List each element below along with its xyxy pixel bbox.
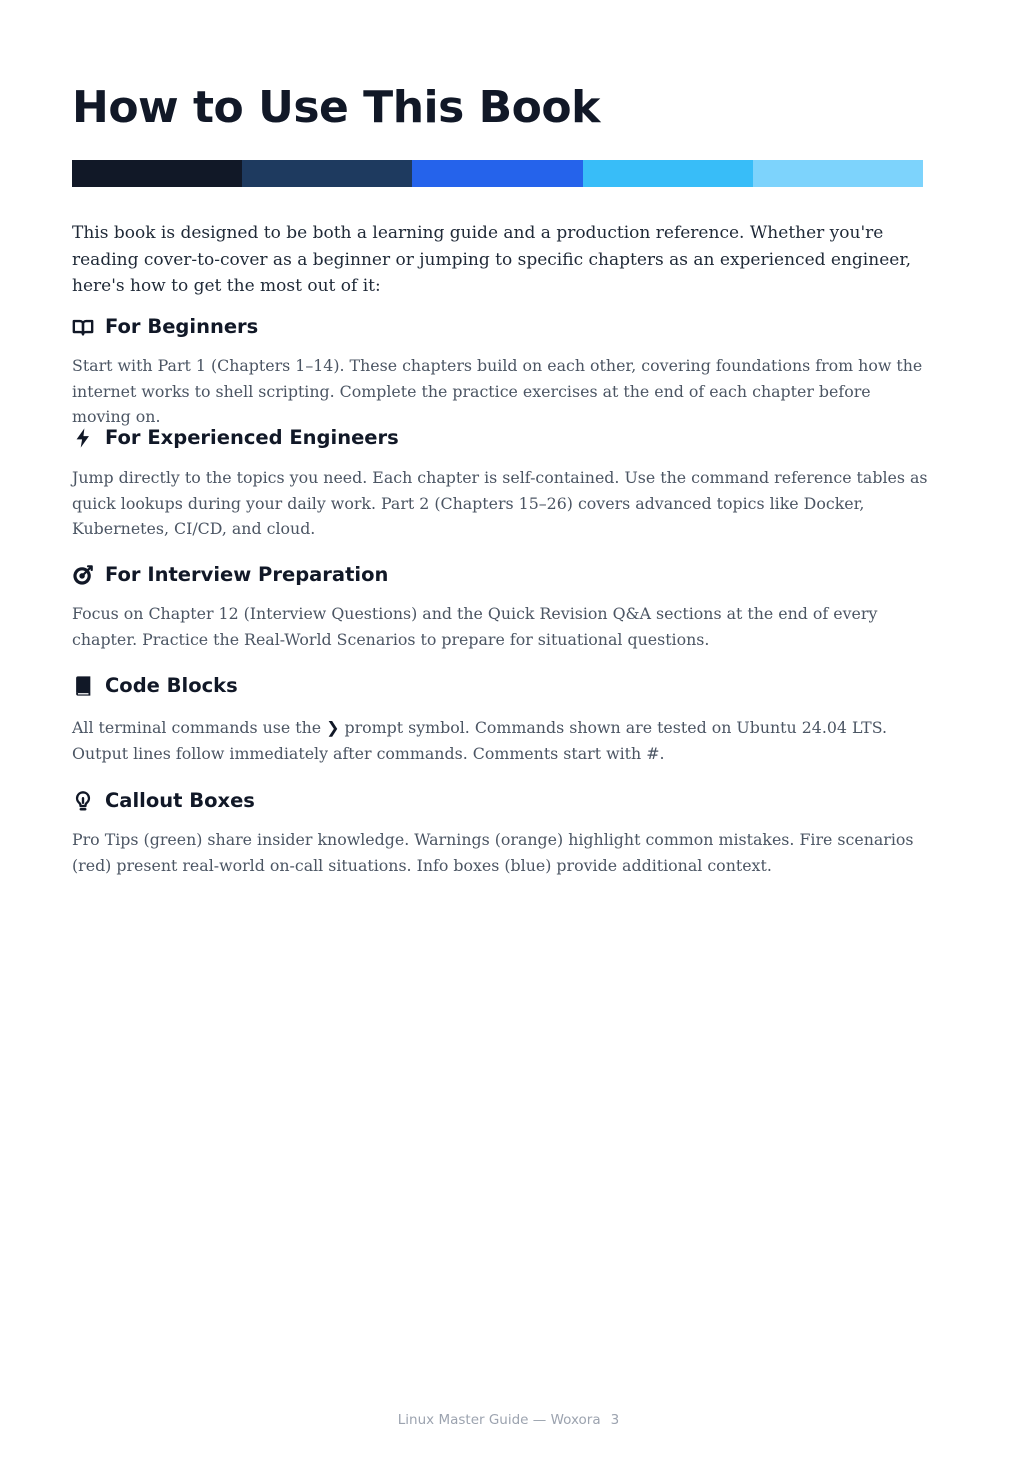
section-heading-text: Code Blocks [105,674,238,697]
section-heading-text: For Interview Preparation [105,563,389,586]
section-heading-beginners [72,313,258,341]
color-bar-segment-2 [242,160,412,187]
section-body-experienced: Jump directly to the topics you need. Each chapter is self-contained. Use the command reference tables as quick lookups during your daily work. Part 2 (Chapters 15–26) covers advanced topics like Docker, Kubernetes, CI/CD, and cloud. [72,468,928,538]
section-body-beginners: Start with Part 1 (Chapters 1–14). These chapters build on each other, covering foundations from how the internet works to shell scripting. Complete the practice exercises at the end of each chapter before moving on. [72,356,923,426]
color-bar-segment-1 [72,160,242,187]
color-bar-segment-4 [583,160,753,187]
section-body-code-blocks [72,715,932,766]
color-bar-segment-5 [753,160,923,187]
section-heading-text: Callout Boxes [105,789,255,812]
page-number: 3 [610,1412,620,1428]
intro-paragraph: This book is designed to be both a learning guide and a production reference. Whether you're reading cover-to-cover as a beginner or jumping to specific chapters as an experienced engineer, here's how to get the most out of it: [72,223,911,296]
section-body-interview: Focus on Chapter 12 (Interview Questions) and the Quick Revision Q&A sections at the end of every chapter. Practice the Real-World Scenarios to prepare for situational questions. [72,604,878,649]
code-blocks-text-after: prompt symbol. Commands shown are tested on Ubuntu 24.04 LTS. Output lines follow immediately after commands. Comments start with #. [72,718,887,763]
page-title: How to Use This Book [72,82,600,133]
lightning-bolt-icon [72,427,94,449]
lightbulb-icon [72,790,94,812]
target-icon [72,564,94,586]
section-heading-code-blocks [72,672,238,700]
section-heading-experienced [72,424,399,452]
closed-book-icon [72,675,94,697]
section-body-callout-boxes: Pro Tips (green) share insider knowledge. Warnings (orange) highlight common mistakes. Fire scenarios (red) present real-world on-call situations. Info boxes (blue) provide additional context. [72,830,914,875]
color-bar-segment-3 [412,160,582,187]
section-heading-callout-boxes [72,787,255,815]
section-heading-text: For Experienced Engineers [105,426,399,449]
page-footer [0,1410,1017,1430]
section-heading-text: For Beginners [105,315,259,338]
footer-title: Linux Master Guide — Woxora [397,1412,601,1428]
prompt-symbol-icon: ❯ [326,718,340,737]
open-book-icon [72,316,94,338]
section-heading-interview [72,561,388,589]
color-bar-divider [72,160,923,187]
code-blocks-text-before: All terminal commands use the [72,718,322,737]
